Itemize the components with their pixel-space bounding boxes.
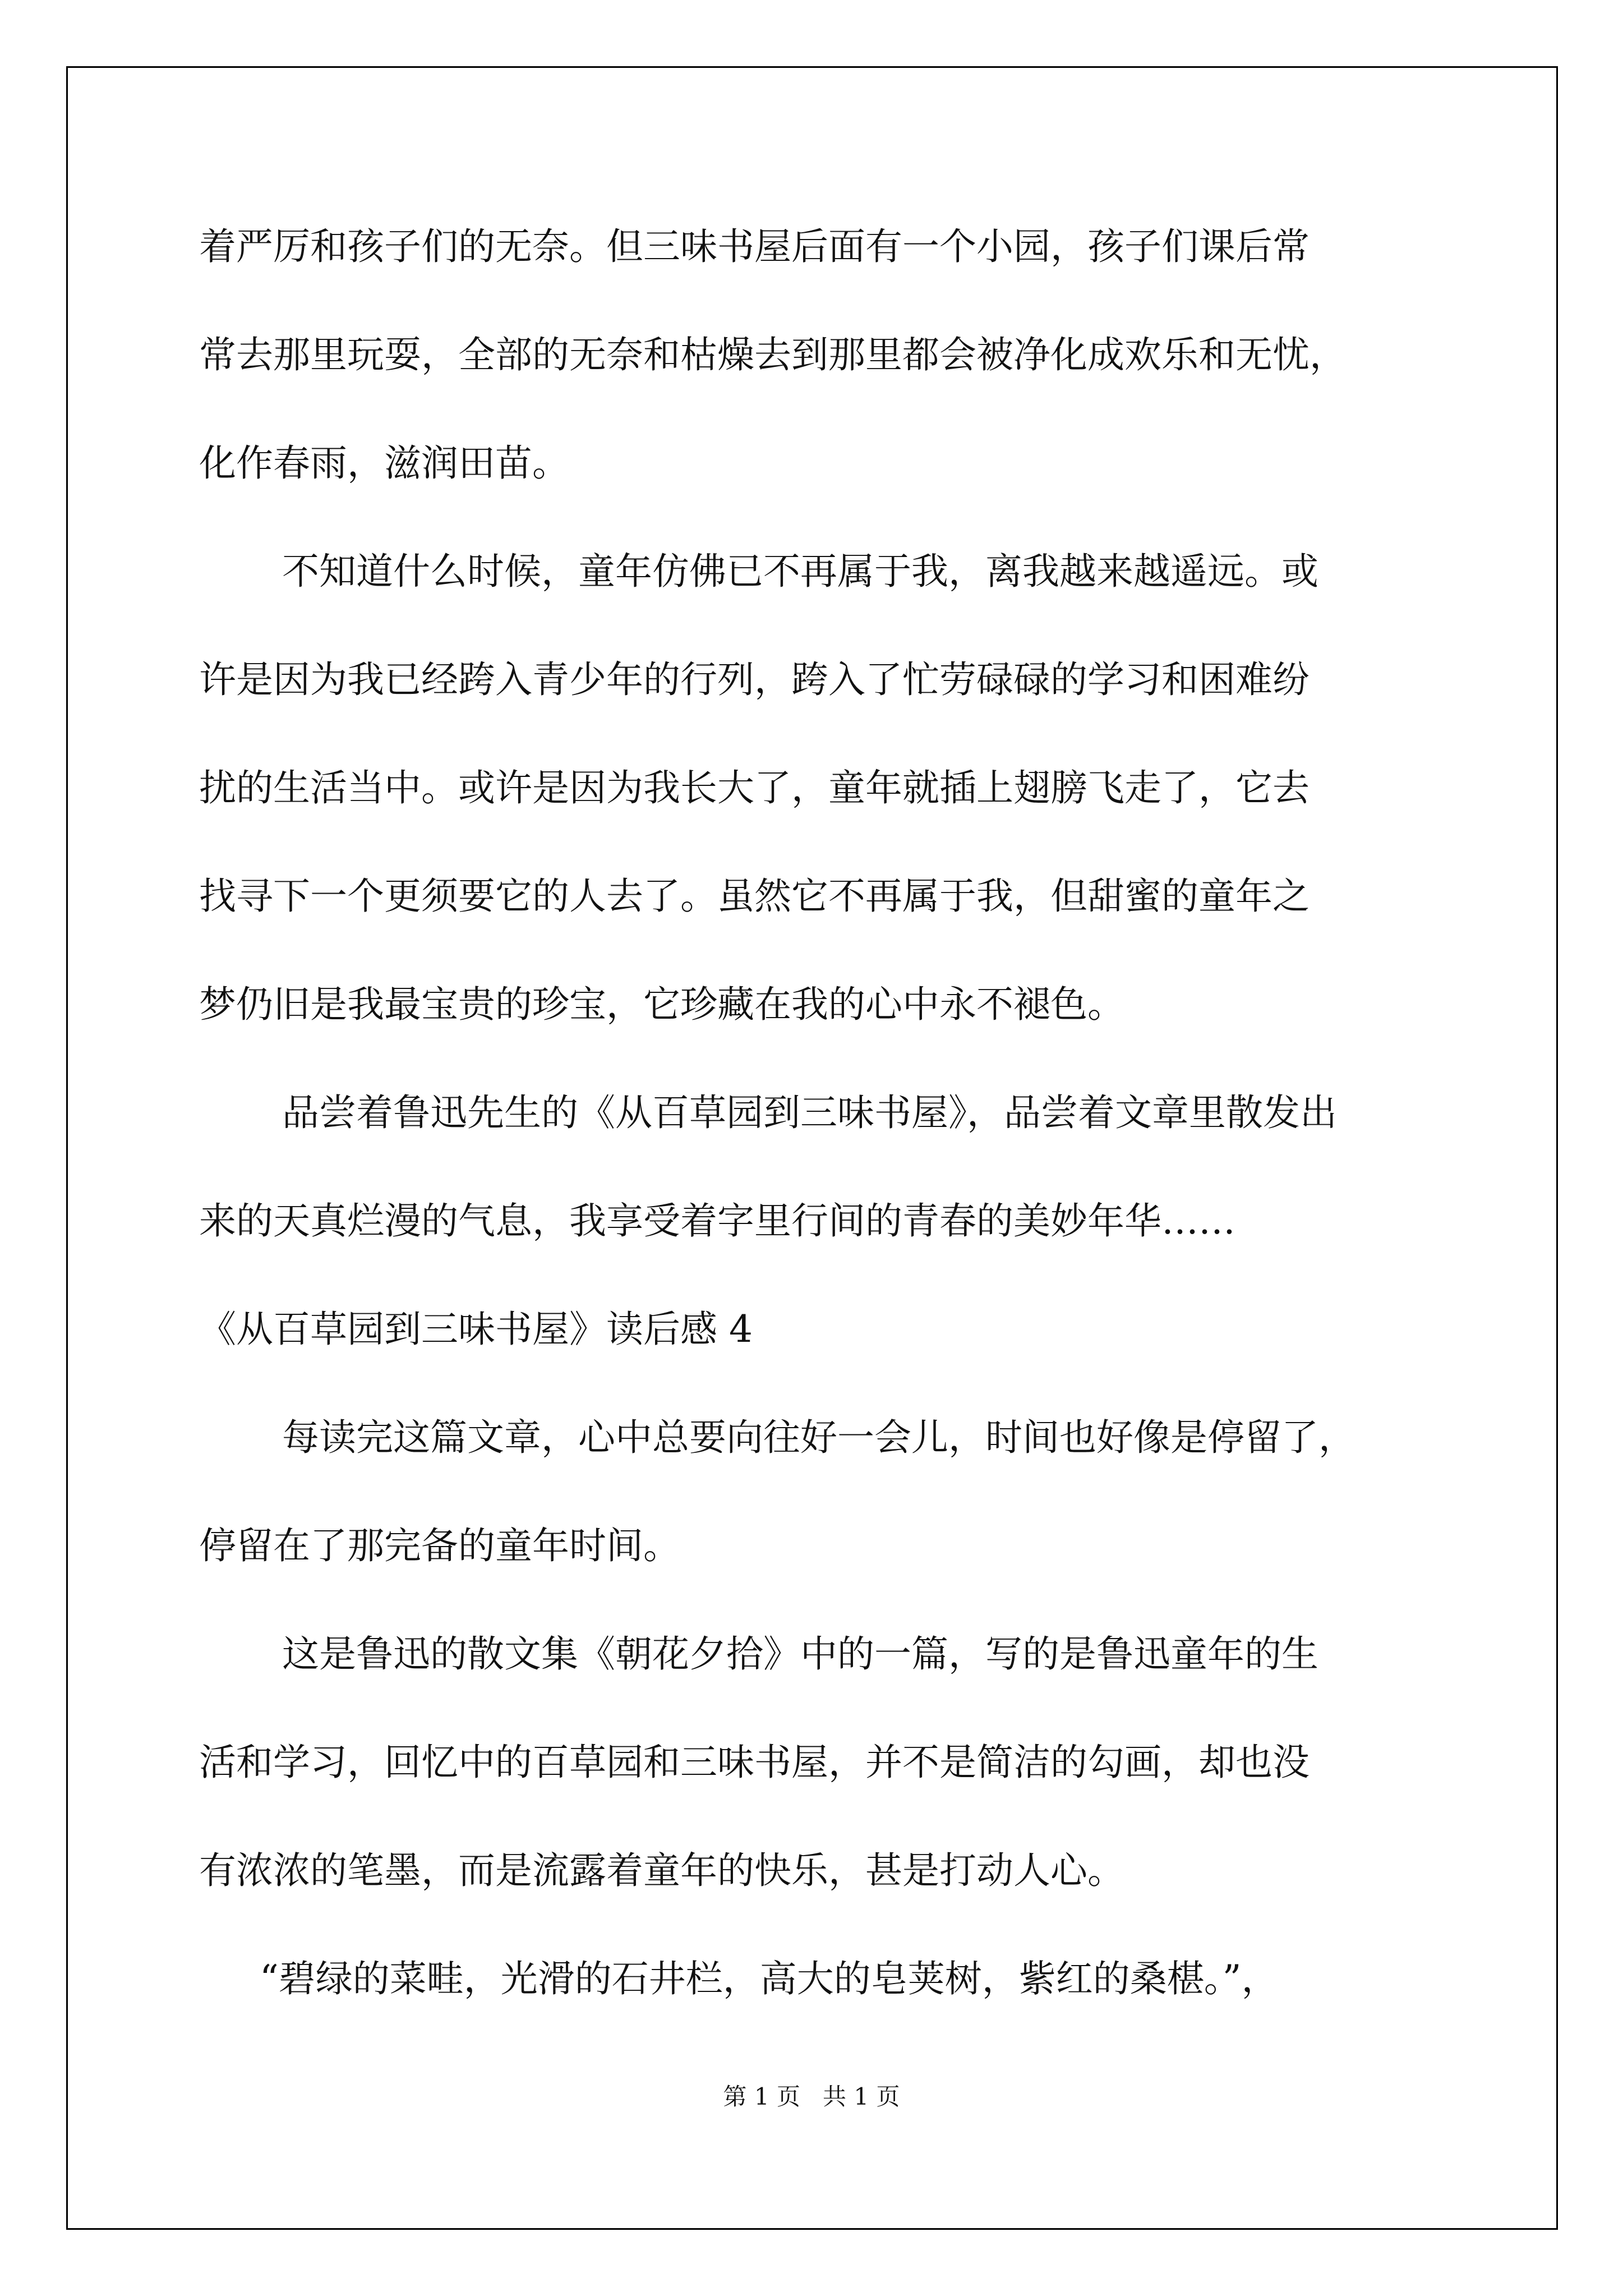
page-number-footer: 第 1 页 共 1 页: [723, 2083, 900, 2110]
document-body: [199, 213, 1444, 2054]
paragraph-start-line: 不知道什么时候，童年仿佛已不再属于我，离我越来越遥远。或: [282, 550, 1318, 593]
text-line: 许是因为我已经跨入青少年的行列，跨入了忙劳碌碌的学习和困难纷: [199, 658, 1310, 701]
text-line: 常去那里玩耍，全部的无奈和枯燥去到那里都会被净化成欢乐和无忧，: [199, 333, 1347, 376]
text-line: 着严厉和孩子们的无奈。但三味书屋后面有一个小园，孩子们课后常: [199, 225, 1310, 268]
text-line: 梦仍旧是我最宝贵的珍宝，它珍藏在我的心中永不褪色。: [199, 983, 1124, 1026]
section-heading: 《从百草园到三味书屋》读后感 4: [199, 1308, 753, 1351]
text-line: 活和学习，回忆中的百草园和三味书屋，并不是简洁的勾画，却也没: [199, 1741, 1310, 1784]
text-line: 化作春雨，滋润田苗。: [199, 441, 569, 485]
quote-line: “碧绿的菜畦，光滑的石井栏，高大的皂荚树，紫红的桑椹。”，: [260, 1957, 1279, 2000]
text-line: 停留在了那完备的童年时间。: [199, 1524, 680, 1567]
text-line: 有浓浓的笔墨，而是流露着童年的快乐，甚是打动人心。: [199, 1849, 1124, 1892]
paragraph-start-line: 每读完这篇文章，心中总要向往好一会儿，时间也好像是停留了，: [282, 1416, 1355, 1459]
text-line: 找寻下一个更须要它的人去了。虽然它不再属于我，但甜蜜的童年之: [199, 875, 1310, 918]
text-line: 来的天真烂漫的气息，我享受着字里行间的青春的美妙年华……: [199, 1199, 1235, 1243]
paragraph-start-line: 品尝着鲁迅先生的《从百草园到三味书屋》，品尝着文章里散发出: [282, 1091, 1337, 1134]
text-line: 扰的生活当中。或许是因为我长大了，童年就插上翅膀飞走了，它去: [199, 766, 1310, 809]
paragraph-start-line: 这是鲁迅的散文集《朝花夕拾》中的一篇，写的是鲁迅童年的生: [282, 1632, 1318, 1676]
